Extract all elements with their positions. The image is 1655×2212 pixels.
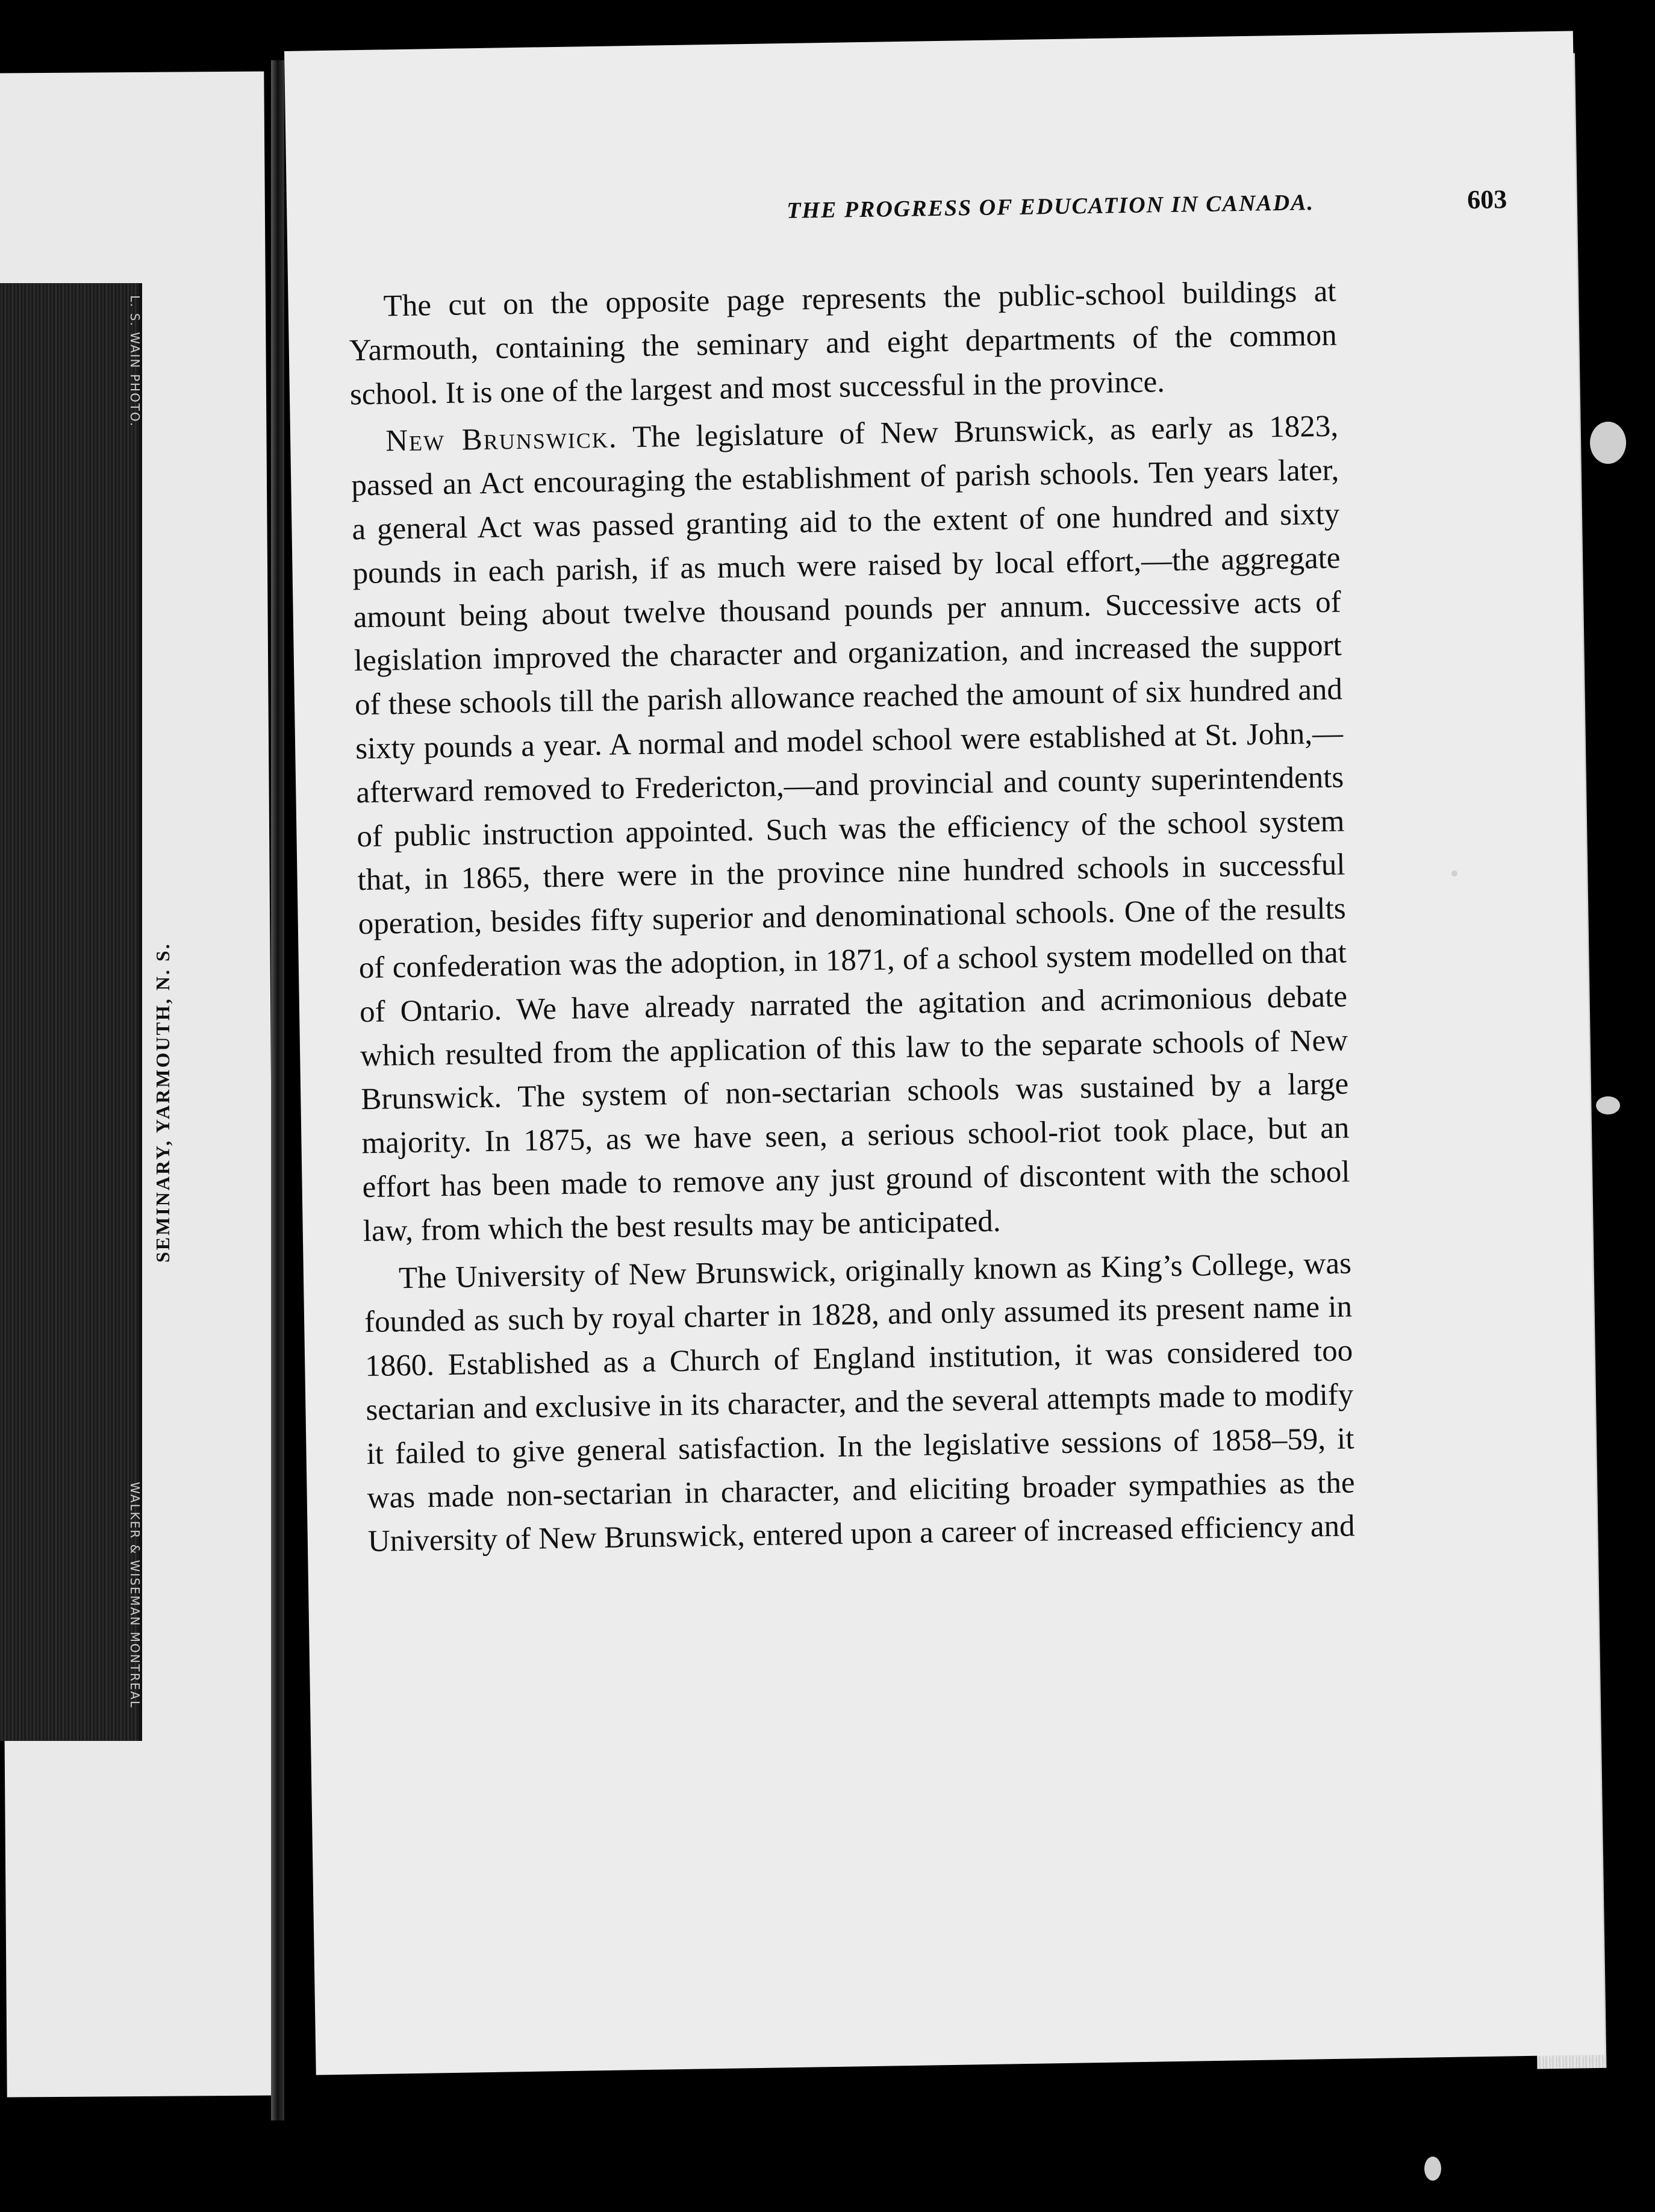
paragraph-yarmouth: The cut on the opposite page represents the public-school buildings at Yarmouth, containing the seminary and eight departments of the common school. It is one of the largest and most successful in the province. [349,274,1338,411]
plate-photo-credit: L. S. WAIN PHOTO. [128,295,142,428]
dust-speck [1596,1096,1620,1114]
dust-speck [1424,2157,1441,2181]
text-page [284,31,1605,2075]
running-head [503,185,1588,238]
book-gutter [271,60,284,2120]
section-heading-new-brunswick: New Brunswick. [385,420,618,458]
plate-caption: SEMINARY, YARMOUTH, N. S. [152,942,173,1263]
plate-engraver-credit: WALKER & WISEMAN MONTREAL [128,1482,142,1709]
dust-speck [1451,870,1457,876]
paragraph-new-brunswick [351,405,1351,1254]
body-text [348,270,1356,1564]
dust-speck [1590,422,1626,464]
paragraph-new-brunswick-body: The legislature of New Brunswick, as early as 1823, passed an Act encouraging the establishment of parish schools. Ten years later, a general Act was passed granting aid to the extent of one hundred and sixty pounds in each parish, if as much were raised by local effort,—the aggregate amount being about twelve thousand pounds per annum. Successive acts of legislation improved the character and organization, and increased the support of these schools till the parish allowance reached the amount of six hundred and sixty pounds a year. A normal and model school were established at St. John,—afterward removed to Fredericton,—and provincial and county superintendents of public instruction appointed. Such was the efficiency of the school system that, in 1865, there were in the province nine hundred schools in successful operation, besides fifty superior and denominational schools. One of the results of confederation was the adoption, in 1871, of a school system modelled on that of Ontario. We have already narrated the agitation and acrimonious debate which resulted from the application of this law to the separate schools of New Brunswick. The system of non-sectarian schools was sustained by a large majority. In 1875, as we have seen, a serious school-riot took place, but an effort has been made to remove any just ground of discontent with the school law, from which the best results may be anticipated. [351,409,1350,1248]
page-number: 603 [1466,184,1507,215]
paragraph-university: The University of New Brunswick, originally known as King’s College, was founded as such by royal charter in 1828, and only assumed its present name in 1860. Established as a Church of England institution, it was considered too sectarian and exclusive in its character, and the several attempts made to modify it failed to give general satisfaction. In the legislative sessions of 1858–59, it was made non-sectarian in character, and eliciting broader sympathies as the University of New Brunswick, entered upon a career of increased efficiency and [364,1246,1355,1559]
running-head-title: THE PROGRESS OF EDUCATION IN CANADA. [786,190,1315,223]
